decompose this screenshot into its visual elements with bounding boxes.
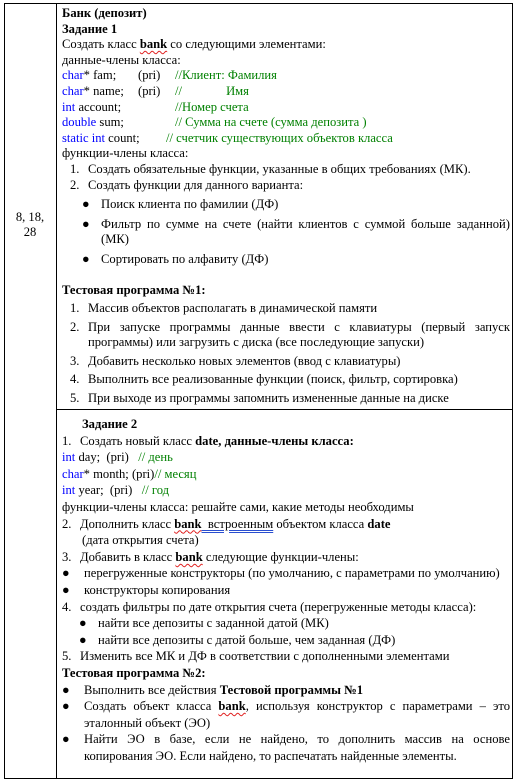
field-access: (pri) [138,68,161,83]
list-item [62,178,510,194]
field-type: int [62,483,76,498]
task-cell-2 [62,416,510,764]
list-item [62,599,510,616]
text: Создать новый класс [80,433,196,448]
list-item [62,372,510,388]
field-type: static int [62,130,106,145]
text: Добавить в класс [80,549,176,564]
list-number: 3. [70,353,80,368]
text: , данные-члены класса: [218,433,354,448]
list-text: При запуске программы данные ввести с клавиатуры (первый запуск программы) или загрузить с диска (все последующие запуски) [88,319,510,350]
list-item [62,549,510,566]
text: со следующими элементами: [167,37,326,52]
bullet-icon: ● [62,699,70,714]
list-text: Выполнить все реализованные функции (поиск, фильтр, сортировка) [88,372,458,387]
class-name-date: date [195,433,219,448]
list-text: При выходе из программы запомнить измененные данные на диске [88,391,449,406]
list-text: найти все депозиты с заданной датой (МК) [98,616,329,631]
bullet-icon: ● [82,251,90,266]
task-cell-1 [62,6,510,407]
bullet-icon: ● [82,197,90,212]
list-text: Создать функции для данного варианта: [88,177,304,192]
list-text: Массив объектов располагать в динамической памяти [88,301,378,316]
field-decl: count; [105,130,140,145]
field-type: char [62,68,84,83]
text: Тестовой программы №1 [219,682,364,697]
bullet-item [62,632,510,649]
date-functions-line: функции-члены класса: решайте сами, какие методы необходимы [62,499,414,514]
bullet-item [62,217,510,248]
field-decl: * month; (pri) [83,466,155,481]
text: Дополнить класс [80,516,175,531]
list-number: 4. [70,372,80,387]
bullet-icon: ● [62,566,70,581]
list-text: найти все депозиты с датой больше, чем заданная (ДФ) [98,632,396,647]
list-item [62,516,510,533]
field-decl: * fam; [83,68,117,83]
list-item [62,320,510,351]
list-number: 2. [70,319,80,334]
field-type: char [62,466,84,481]
list-number: 4. [62,599,72,614]
test-program-1-title: Тестовая программа №1: [62,282,206,297]
class-name-bank: bank [218,699,246,714]
field-type: int [62,99,76,114]
field-comment: //Клиент: Фамилия [175,68,277,83]
list-text: Изменить все МК и ДФ в соответствии с дополненными элементами [80,649,450,664]
text: , используя конструктор с параметрами – это эталонный объект (ЭО) [84,699,511,730]
bullet-item [62,252,510,268]
variant-number: 8, 18, 28 [15,210,45,239]
task-1-heading: Задание 1 [62,21,118,36]
field-type: char [62,83,84,98]
field-comment: // год [132,483,170,498]
field-account [62,100,510,116]
list-text: конструкторы копирования [84,582,231,597]
bullet-item [62,698,510,731]
list-text: Создать обязательные функции, указанные в общих требованиях (МК). [88,161,471,176]
list-number: 3. [62,549,72,564]
field-decl: sum; [96,115,124,130]
step2-note: (дата открытия счета) [82,533,199,548]
bullet-icon: ● [62,732,70,747]
function-members-header: функции-члены класса: [62,146,189,161]
create-class-line [62,37,510,53]
field-decl: year; (pri) [75,483,133,498]
section-title: Банк (депозит) [62,6,147,20]
field-comment: //Номер счета [175,99,249,114]
field-name [62,84,510,100]
list-item [62,433,510,450]
field-decl: account; [75,99,122,114]
bullet-icon: ● [62,582,70,597]
list-number: 2. [70,177,80,192]
list-text: Поиск клиента по фамилии (ДФ) [101,197,279,212]
class-name-bank: bank [174,516,202,531]
column-divider [56,3,57,779]
test-program-2-title: Тестовая программа №2: [62,665,206,680]
bullet-item [62,615,510,632]
date-field-year [62,482,510,499]
list-number: 1. [70,301,80,316]
list-item [62,301,510,317]
list-item [62,391,510,407]
field-type: int [62,450,76,465]
bullet-item [62,682,510,699]
bullet-item [62,197,510,213]
date-field-day [62,449,510,466]
text: Создать объект класса [84,699,219,714]
list-item [62,648,510,665]
list-number: 1. [70,161,80,176]
field-comment: // месяц [154,466,197,481]
class-name-bank: bank [139,37,168,52]
list-number: 1. [62,433,72,448]
field-comment: // счетчик существующих объектов класса [166,130,393,145]
list-number: 2. [62,516,72,531]
field-comment: // Имя [175,83,249,98]
list-item [62,162,510,178]
row-divider [56,409,513,410]
field-count [62,131,510,147]
list-item [62,354,510,370]
text: следующие функции-члены: [202,549,359,564]
list-text: создать фильтры по дате открытия счета (перегруженные методы класса): [80,599,477,614]
field-access: (pri) [138,83,161,98]
field-type: double [62,115,97,130]
list-number: 5. [62,649,72,664]
field-comment: // Сумма на счете (сумма депозита ) [175,115,367,130]
field-decl: day; (pri) [75,450,129,465]
list-text: Фильтр по сумме на счете (найти клиентов с суммой больше заданной) (МК) [101,216,510,247]
bullet-item [62,582,510,599]
list-text: Добавить несколько новых элементов (ввод с клавиатуры) [88,353,401,368]
embedded-word: встроенным [201,516,274,531]
field-fam [62,68,510,84]
text: Создать класс [62,37,140,52]
data-members-header: данные-члены класса: [62,52,181,67]
bullet-icon: ● [82,216,90,231]
list-number: 5. [70,391,80,406]
field-comment: // день [128,450,173,465]
list-text: Найти ЭО в базе, если не найдено, то дополнить массив на основе копирования ЭО. Если найдено, то распечатать найденные элементы. [84,732,510,763]
task-2-heading: Задание 2 [82,417,138,431]
bullet-item [62,565,510,582]
list-text: перегруженные конструкторы (по умолчанию, с параметрами по умолчанию) [84,566,500,581]
list-text: Сортировать по алфавиту (ДФ) [101,251,269,266]
class-name-bank: bank [175,549,203,564]
date-field-month [62,466,510,483]
class-name-date: date [367,516,391,531]
field-sum [62,115,510,131]
bullet-icon: ● [79,616,87,631]
field-decl: * name; [83,83,124,98]
text: объектом класса [273,516,368,531]
bullet-item [62,731,510,764]
text: Выполнить все действия [84,682,220,697]
bullet-icon: ● [79,632,87,647]
bullet-icon: ● [62,682,70,697]
